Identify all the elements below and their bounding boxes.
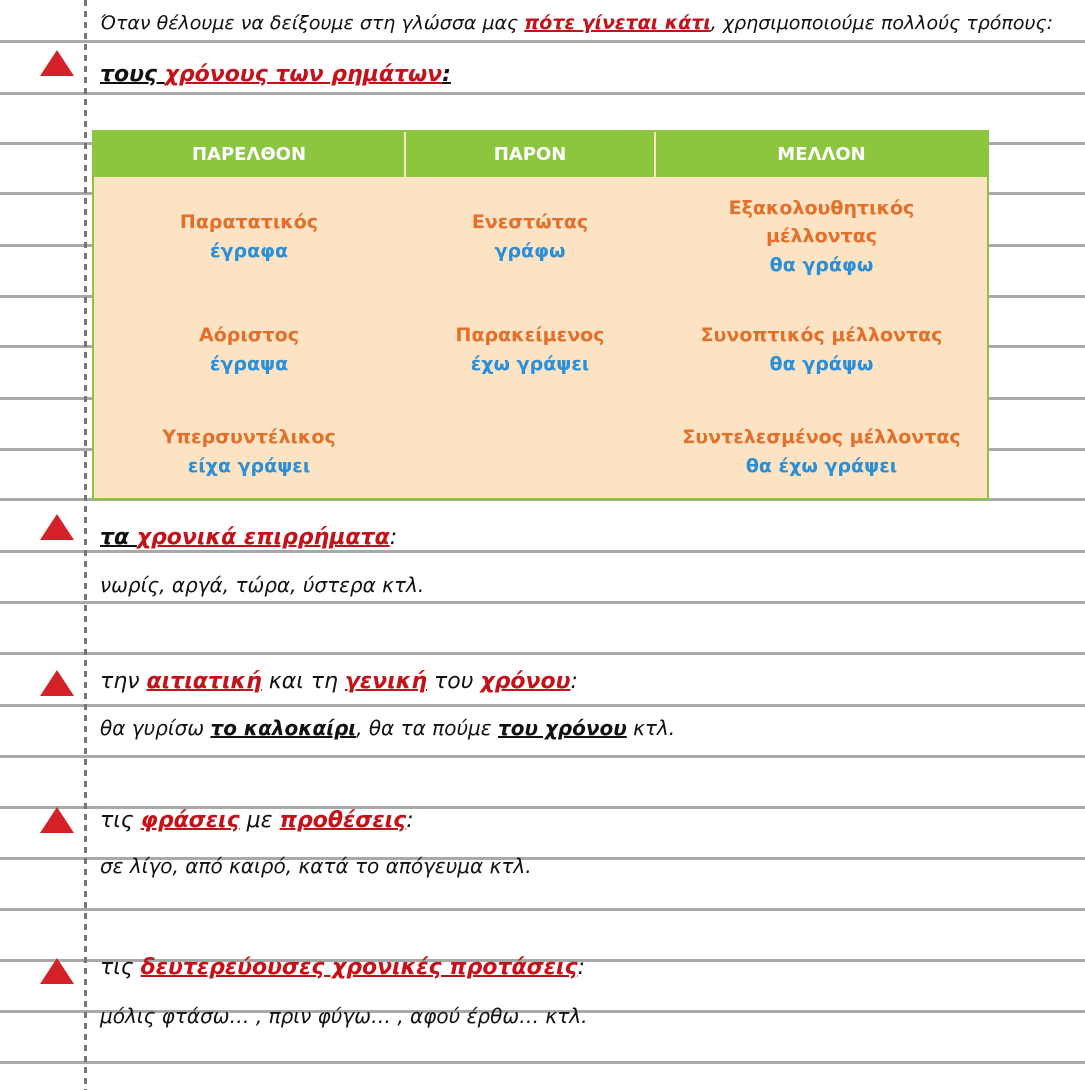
phrases-heading xyxy=(100,810,414,832)
tense-name: Παρακείμενος xyxy=(455,324,605,346)
tenses-prefix: τους xyxy=(100,62,165,87)
tense-example: έχω γράψει xyxy=(470,352,590,375)
notebook-rule xyxy=(0,652,1085,655)
tense-name: Συνοπτικός μέλλοντας xyxy=(700,324,943,346)
clauses-suffix: : xyxy=(577,955,586,980)
cases-ex3: κτλ. xyxy=(626,716,676,740)
notebook-rule xyxy=(0,1061,1085,1064)
bullet-triangle xyxy=(40,958,74,984)
cases-h2: γενική xyxy=(344,669,427,694)
intro-text: Όταν θέλουμε να δείξουμε στη γλώσσα μας xyxy=(100,12,525,34)
tense-table xyxy=(92,130,989,500)
adverbs-prefix: τα xyxy=(100,525,137,550)
phrases-p1: τις xyxy=(100,808,141,833)
clauses-heading xyxy=(100,957,585,979)
cases-ex-underline-2: του χρόνου xyxy=(497,716,627,740)
table-cell xyxy=(406,296,654,403)
phrases-p2: με xyxy=(239,808,280,833)
phrases-suffix: : xyxy=(406,808,414,833)
cases-p3: του xyxy=(427,669,481,694)
header-past: ΠΑΡΕΛΘΟΝ xyxy=(94,132,404,177)
table-cell xyxy=(94,296,404,403)
cases-ex2: , θα τα πούμε xyxy=(356,716,498,740)
cases-example xyxy=(100,718,675,738)
bullet-triangle xyxy=(40,670,74,696)
phrases-h1: φράσεις xyxy=(140,808,240,833)
tense-name: Συντελεσμένος μέλλοντας xyxy=(682,426,961,448)
cases-ex-underline-1: το καλοκαίρι xyxy=(210,716,357,740)
notebook-rule xyxy=(0,40,1085,43)
phrases-example: σε λίγο, από καιρό, κατά το απόγευμα κτλ. xyxy=(100,854,532,878)
tenses-suffix: : xyxy=(442,62,451,87)
tense-example: είχα γράψει xyxy=(187,454,311,477)
cases-p2: και τη xyxy=(261,669,345,694)
clauses-prefix: τις xyxy=(100,955,141,980)
notebook-rule xyxy=(0,550,1085,553)
table-cell xyxy=(94,179,404,294)
phrases-h2: προθέσεις xyxy=(279,808,407,833)
adverbs-highlight: χρονικά επιρρήματα xyxy=(136,525,390,550)
adverbs-suffix: : xyxy=(389,525,398,550)
adverbs-heading xyxy=(100,527,397,549)
tense-name: Παρατατικός xyxy=(179,211,319,233)
tense-name: Εξακολουθητικός μέλλοντας xyxy=(728,196,915,248)
tense-name: Αόριστος xyxy=(198,324,299,346)
header-future: ΜΕΛΛΟΝ xyxy=(656,132,987,177)
header-present: ΠΑΡΟΝ xyxy=(406,132,654,177)
bullet-triangle xyxy=(40,807,74,833)
notebook-rule xyxy=(0,92,1085,95)
tenses-heading xyxy=(100,64,451,86)
table-cell xyxy=(656,179,987,294)
bullet-triangle xyxy=(40,50,74,76)
tense-example: έγραψα xyxy=(209,352,289,375)
cases-h1: αιτιατική xyxy=(146,669,262,694)
bullet-triangle xyxy=(40,514,74,540)
tenses-highlight: χρόνους των ρημάτων xyxy=(164,62,443,87)
cases-heading xyxy=(100,671,578,693)
cases-p1: την xyxy=(100,669,147,694)
tense-example: θα έχω γράψει xyxy=(745,454,898,477)
notebook-rule xyxy=(0,704,1085,707)
cases-suffix: : xyxy=(570,669,578,694)
notebook-rule xyxy=(0,601,1085,604)
table-cell xyxy=(406,179,654,294)
cases-h3: χρόνου xyxy=(480,669,571,694)
tense-example: θα γράψω xyxy=(769,352,874,375)
intro-text-end: , χρησιμοποιούμε πολλούς τρόπους: xyxy=(710,12,1054,34)
table-cell xyxy=(656,296,987,403)
tense-name: Υπερσυντέλικος xyxy=(162,426,336,448)
tense-example: έγραφα xyxy=(209,239,289,262)
clauses-example: μόλις φτάσω… , πριν φύγω… , αφού έρθω… κτλ. xyxy=(100,1004,588,1028)
tense-example: γράφω xyxy=(494,239,566,262)
intro-line xyxy=(100,14,1053,33)
notebook-rule xyxy=(0,755,1085,758)
cases-ex1: θα γυρίσω xyxy=(100,716,211,740)
tense-example: θα γράφω xyxy=(769,253,874,276)
tense-name: Ενεστώτας xyxy=(471,211,589,233)
adverbs-example: νωρίς, αργά, τώρα, ύστερα κτλ. xyxy=(100,573,425,597)
table-cell-empty xyxy=(406,405,654,498)
table-cell xyxy=(94,405,404,498)
margin-line xyxy=(84,0,87,1090)
intro-highlight: πότε γίνεται κάτι xyxy=(524,12,711,34)
notebook-rule xyxy=(0,908,1085,911)
table-cell xyxy=(656,405,987,498)
clauses-highlight: δευτερεύουσες χρονικές προτάσεις xyxy=(140,955,578,980)
